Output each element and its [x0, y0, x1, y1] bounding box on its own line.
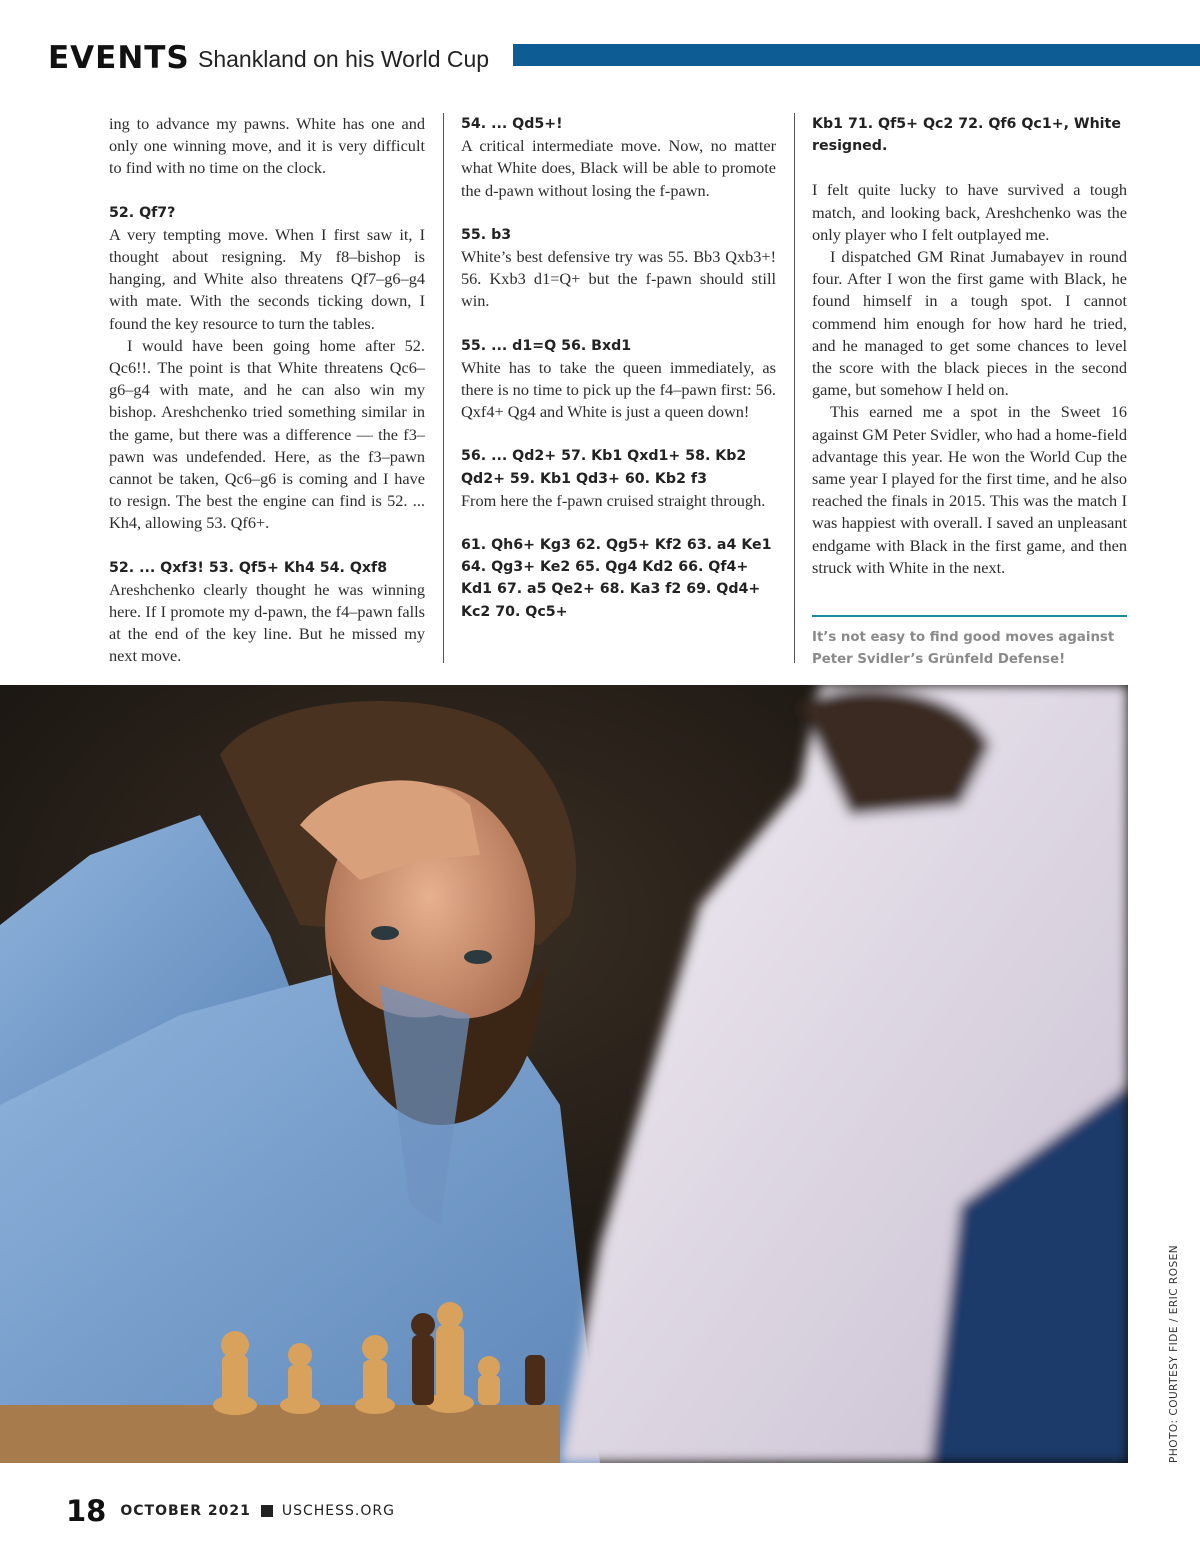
paragraph: White’s best defensive try was 55. Bb3 Qxb3+! 56. Kxb3 d1=Q+ but the f-pawn should still win. — [461, 247, 776, 311]
column-divider — [794, 113, 795, 663]
paragraph: I would have been going home after 52. Qc6!!. The point is that White threatens Qc6–g6–g4 with mate, and he can also win my bishop. Areshchenko tried something similar in the game, but there was a difference — the f3–pawn was undefended. Here, as the f3–pawn cannot be taken, Qc6–g6 is coming and I have to resign. The best the engine can find is 52. ... Kh4, allowing 53. Qf6+. — [109, 335, 425, 533]
paragraph: I dispatched GM Rinat Jumabayev in round four. After I won the first game with Black, he found himself in a tough spot. I cannot commend him enough for how hard he tried, and he managed to get some chances to level the score with the black pieces in the second game, but somehow I held on. — [812, 247, 1127, 400]
paragraph: From here the f-pawn cruised straight through. — [461, 490, 766, 510]
move-heading: 55. ... d1=Q 56. Bxd1 — [461, 337, 632, 354]
move-heading: 54. ... Qd5+! — [461, 116, 563, 132]
caption-rule — [812, 615, 1127, 617]
move-heading: 61. Qh6+ Kg3 62. Qg5+ Kf2 63. a4 Ke1 64. Qg3+ Ke2 65. Qg4 Kd2 66. Qf4+ Kd1 67. a5 Qe2+ 68. Ka3 f2 69. Qd4+ Kc2 70. Qc5+ — [461, 537, 772, 620]
text-column-1 — [109, 113, 425, 668]
move-heading: 52. Qf7? — [109, 204, 176, 221]
left-eye — [371, 926, 399, 940]
photo-credit: PHOTO: COURTESY FIDE / ERIC ROSEN — [1168, 1244, 1180, 1463]
move-heading: Kb1 71. Qf5+ Qc2 72. Qf6 Qc1+, White resigned. — [812, 116, 1121, 155]
paragraph: A critical intermediate move. Now, no matter what White does, Black will be able to promote the d-pawn without losing the f-pawn. — [461, 136, 776, 200]
page-footer — [66, 1494, 395, 1534]
player-photo — [0, 685, 1128, 1463]
paragraph: A very tempting move. When I first saw it, I thought about resigning. My f8–bishop is hanging, and White also threatens Qf7–g6–g4 with mate. With the seconds ticking down, I found the key resource to turn the tables. — [109, 224, 425, 333]
square-bullet-icon — [261, 1505, 273, 1517]
section-label: EVENTS — [48, 40, 190, 76]
paragraph: Areshchenko clearly thought he was winning here. If I promote my d-pawn, the f4–pawn falls at the end of the key line. But he missed my next move. — [109, 579, 425, 666]
website-label: USCHESS.ORG — [281, 1503, 395, 1519]
photo-illustration — [0, 685, 1128, 1463]
page-header — [48, 38, 1200, 78]
move-heading: 55. b3 — [461, 226, 512, 243]
photo-caption: It’s not easy to find good moves against Peter Svidler’s Grünfeld Defense! — [812, 630, 1115, 667]
paragraph: White has to take the queen immediately, as there is no time to pick up the f4–pawn first: 56. Qxf4+ Qg4 and White is just a queen down! — [461, 357, 776, 422]
move-heading: 52. ... Qxf3! 53. Qf5+ Kh4 54. Qxf8 — [109, 559, 388, 576]
column-divider — [443, 113, 444, 663]
paragraph: This earned me a spot in the Sweet 16 against GM Peter Svidler, who had a home-field advantage this year. He won the World Cup the same year I played for the first time, and he also reached the finals in 2015. This was the match I was happiest with overall. I saved an unpleasant endgame with Black in the first game, and then struck with White in the next. — [812, 402, 1127, 577]
chessboard-edge — [0, 1405, 560, 1463]
right-eye — [464, 950, 492, 964]
header-bar — [513, 44, 1200, 66]
issue-date: OCTOBER 2021 — [120, 1503, 251, 1519]
move-heading: 56. ... Qd2+ 57. Kb1 Qxd1+ 58. Kb2 Qd2+ 59. Kb1 Qd3+ 60. Kb2 f3 — [461, 448, 747, 487]
paragraph: ing to advance my pawns. White has one and only one winning move, and it is very difficult to find with no time on the clock. — [109, 114, 425, 178]
text-column-3 — [812, 113, 1127, 579]
page-number: 18 — [66, 1494, 107, 1528]
article-title: Shankland on his World Cup — [198, 46, 490, 72]
paragraph: I felt quite lucky to have survived a tough match, and looking back, Areshchenko was the only player who I felt outplayed me. — [812, 180, 1127, 244]
text-column-2 — [461, 113, 776, 623]
